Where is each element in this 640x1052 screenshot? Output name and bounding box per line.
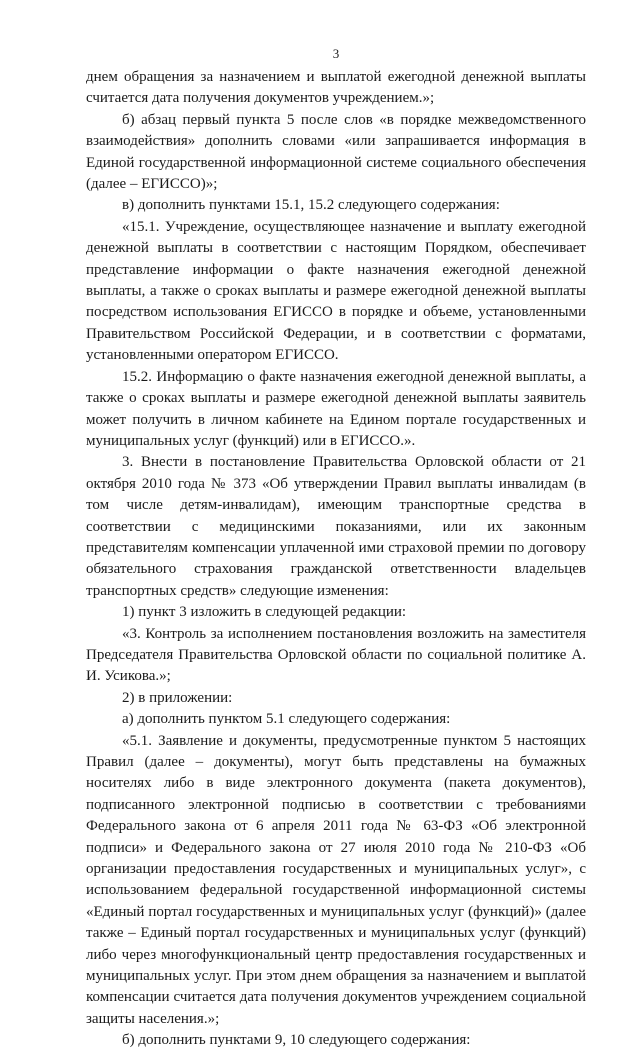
paragraph-item-b: б) абзац первый пункта 5 после слов «в порядке межведомственного взаимодействия» дополнить словами «или запрашивается информация в Единой государственной информационной системе социального обеспечения (далее – ЕГИССО)»; — [86, 111, 586, 193]
paragraph-point-3-text: «3. Контроль за исполнением постановления возложить на заместителя Председателя Правительства Орловской области по социальной политике А. И. Усикова.»; — [86, 625, 586, 685]
paragraph-15-1: «15.1. Учреждение, осуществляющее назначение и выплату ежегодной денежной выплаты в соответствии с настоящим Порядком, обеспечивает представление информации о факте назначения ежегодной денежной выплаты, а также о сроках выплаты и размере ежегодной денежной выплаты посредством использования ЕГИССО в порядке и объеме, установленными Правительством Российской Федерации, и в соответствии с форматами, установленными оператором ЕГИССО. — [86, 218, 586, 364]
page-number: 3 — [332, 46, 340, 61]
document-body — [86, 67, 586, 1052]
paragraph-item-b-2: б) дополнить пунктами 9, 10 следующего содержания: — [122, 1032, 471, 1049]
paragraph-item-a: а) дополнить пунктом 5.1 следующего содержания: — [122, 711, 451, 728]
paragraph-section-3: 3. Внести в постановление Правительства Орловской области от 21 октября 2010 года № 373 «Об утверждении Правил выплаты инвалидам (в том числе детям-инвалидам), имеющим транспортные средства в соответствии с медицинскими показаниями, или их законным представителям компенсации уплаченной ими страховой премии по договору обязательного страхования гражданской ответственности владельцев транспортных средств» следующие изменения: — [86, 454, 586, 599]
paragraph-item-2: 2) в приложении: — [122, 689, 233, 706]
paragraph-continuation: днем обращения за назначением и выплатой ежегодной денежной выплаты считается дата получения документов учреждением.»; — [86, 69, 586, 107]
paragraph-5-1: «5.1. Заявление и документы, предусмотренные пунктом 5 настоящих Правил (далее – документы), могут быть представлены на бумажных носителях либо в виде электронного документа (пакета документов), подписанного электронной подписью в соответствии с требованиями Федерального закона от 6 апреля 2011 года № 63-ФЗ «Об электронной подписи» и Федерального закона от 27 июля 2010 года № 210-ФЗ «Об организации предоставления государственных и муниципальных услуг», с использованием федеральной государственной информационной системы «Единый портал государственных и муниципальных услуг (функций)» (далее также – Единый портал государственных и муниципальных услуг (функций) либо через многофункциональный центр предоставления государственных и муниципальных услуг. При этом днем обращения за назначением и выплатой компенсации считается дата получения документов учреждением социальной защиты населения.»; — [86, 732, 586, 1027]
paragraph-item-v: в) дополнить пунктами 15.1, 15.2 следующего содержания: — [122, 197, 500, 214]
paragraph-item-1: 1) пункт 3 изложить в следующей редакции: — [122, 604, 407, 621]
paragraph-15-2: 15.2. Информацию о факте назначения ежегодной денежной выплаты, а также о сроках выплаты и размере ежегодной денежной выплаты заявитель может получить в личном кабинете на Едином портале государственных и муниципальных услуг (функций) или в ЕГИССО.». — [86, 368, 586, 449]
